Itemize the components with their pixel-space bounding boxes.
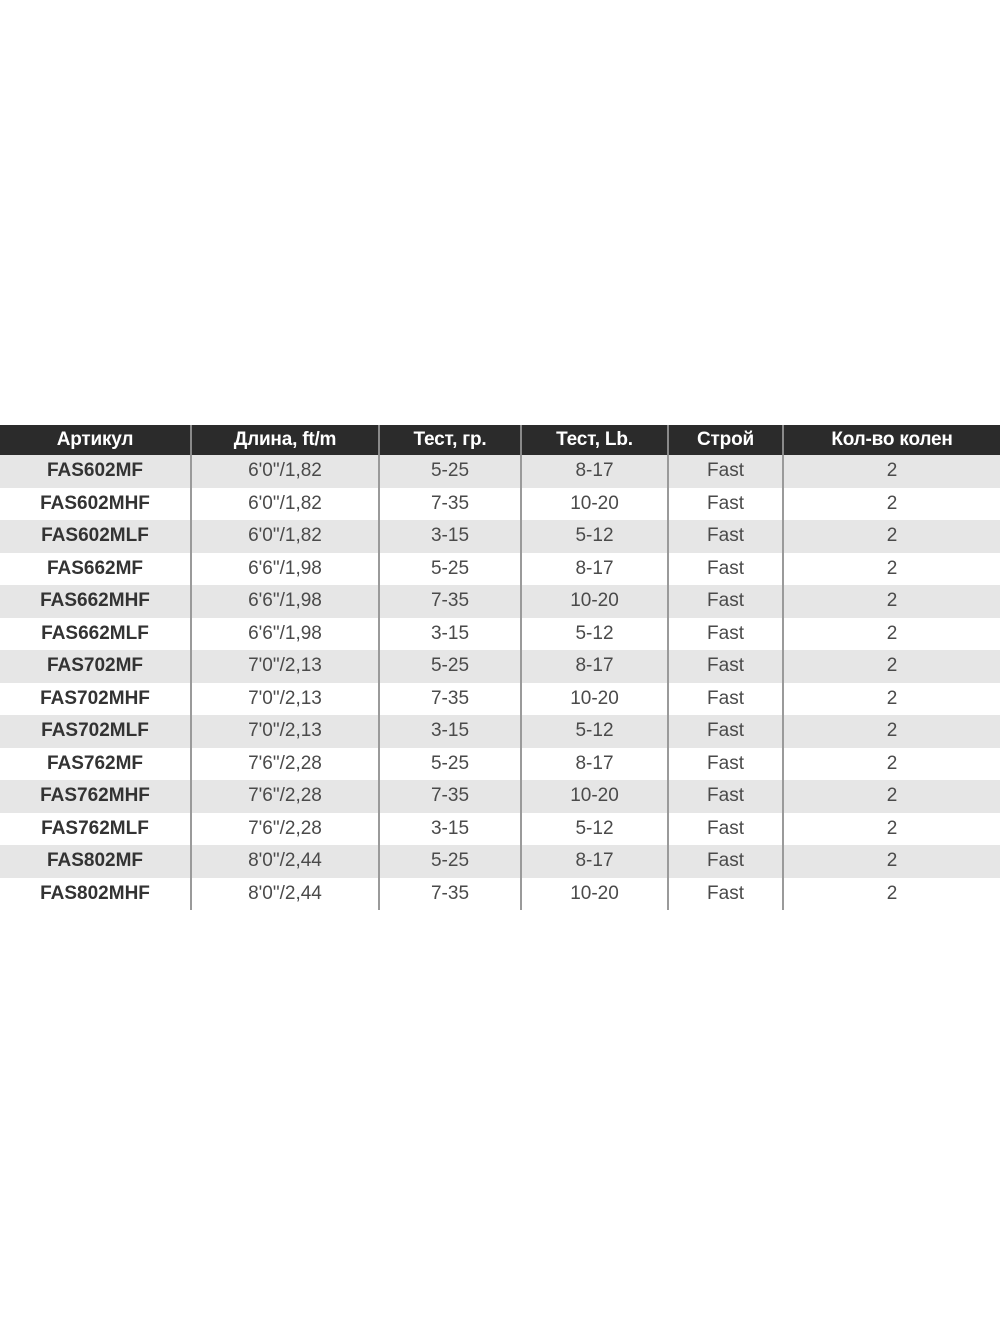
cell-length: 8'0"/2,44: [191, 845, 379, 878]
cell-article: FAS702MHF: [0, 683, 191, 716]
cell-length: 7'0"/2,13: [191, 715, 379, 748]
cell-test-lb: 8-17: [521, 748, 668, 781]
cell-test-grams: 7-35: [379, 683, 521, 716]
cell-sections: 2: [783, 748, 1000, 781]
cell-length: 6'0"/1,82: [191, 455, 379, 488]
cell-sections: 2: [783, 553, 1000, 586]
cell-article: FAS602MHF: [0, 488, 191, 521]
cell-article: FAS762MHF: [0, 780, 191, 813]
table-row: [0, 748, 1000, 781]
cell-sections: 2: [783, 618, 1000, 651]
cell-action: Fast: [668, 878, 783, 911]
cell-action: Fast: [668, 715, 783, 748]
cell-action: Fast: [668, 780, 783, 813]
cell-action: Fast: [668, 520, 783, 553]
cell-sections: 2: [783, 845, 1000, 878]
cell-action: Fast: [668, 585, 783, 618]
cell-article: FAS662MF: [0, 553, 191, 586]
cell-action: Fast: [668, 488, 783, 521]
table-row: [0, 715, 1000, 748]
cell-action: Fast: [668, 618, 783, 651]
cell-test-grams: 5-25: [379, 455, 521, 488]
cell-test-grams: 5-25: [379, 748, 521, 781]
cell-action: Fast: [668, 455, 783, 488]
cell-test-grams: 7-35: [379, 780, 521, 813]
table-header: [0, 425, 1000, 455]
table-row: [0, 618, 1000, 651]
cell-test-lb: 10-20: [521, 780, 668, 813]
cell-action: Fast: [668, 813, 783, 846]
table-row: [0, 520, 1000, 553]
cell-test-grams: 3-15: [379, 813, 521, 846]
cell-article: FAS802MF: [0, 845, 191, 878]
header-test-grams: Тест, гр.: [379, 425, 521, 455]
table-row: [0, 488, 1000, 521]
table-row: [0, 683, 1000, 716]
cell-article: FAS762MLF: [0, 813, 191, 846]
cell-test-grams: 5-25: [379, 553, 521, 586]
cell-test-grams: 7-35: [379, 585, 521, 618]
cell-length: 6'0"/1,82: [191, 488, 379, 521]
cell-action: Fast: [668, 553, 783, 586]
cell-test-lb: 10-20: [521, 585, 668, 618]
cell-sections: 2: [783, 715, 1000, 748]
cell-test-grams: 3-15: [379, 520, 521, 553]
cell-test-lb: 10-20: [521, 683, 668, 716]
cell-article: FAS662MLF: [0, 618, 191, 651]
cell-action: Fast: [668, 845, 783, 878]
cell-sections: 2: [783, 683, 1000, 716]
cell-length: 6'0"/1,82: [191, 520, 379, 553]
cell-test-grams: 7-35: [379, 878, 521, 911]
cell-length: 7'6"/2,28: [191, 780, 379, 813]
cell-article: FAS602MF: [0, 455, 191, 488]
cell-sections: 2: [783, 488, 1000, 521]
cell-action: Fast: [668, 683, 783, 716]
cell-sections: 2: [783, 650, 1000, 683]
cell-test-lb: 5-12: [521, 715, 668, 748]
cell-test-lb: 10-20: [521, 488, 668, 521]
table-row: [0, 553, 1000, 586]
table-body: [0, 455, 1000, 910]
table-row: [0, 585, 1000, 618]
cell-length: 8'0"/2,44: [191, 878, 379, 911]
cell-length: 6'6"/1,98: [191, 618, 379, 651]
cell-test-grams: 5-25: [379, 845, 521, 878]
cell-action: Fast: [668, 650, 783, 683]
header-row: [0, 425, 1000, 455]
table-row: [0, 845, 1000, 878]
cell-sections: 2: [783, 878, 1000, 911]
cell-article: FAS702MLF: [0, 715, 191, 748]
cell-article: FAS602MLF: [0, 520, 191, 553]
cell-sections: 2: [783, 780, 1000, 813]
cell-article: FAS802MHF: [0, 878, 191, 911]
cell-article: FAS762MF: [0, 748, 191, 781]
table-row: [0, 650, 1000, 683]
cell-test-lb: 8-17: [521, 455, 668, 488]
cell-test-lb: 10-20: [521, 878, 668, 911]
cell-sections: 2: [783, 520, 1000, 553]
cell-sections: 2: [783, 585, 1000, 618]
cell-test-lb: 8-17: [521, 650, 668, 683]
cell-test-grams: 3-15: [379, 715, 521, 748]
cell-article: FAS702MF: [0, 650, 191, 683]
header-test-lb: Тест, Lb.: [521, 425, 668, 455]
cell-test-grams: 5-25: [379, 650, 521, 683]
cell-sections: 2: [783, 455, 1000, 488]
cell-article: FAS662MHF: [0, 585, 191, 618]
cell-test-lb: 5-12: [521, 520, 668, 553]
table-row: [0, 455, 1000, 488]
cell-action: Fast: [668, 748, 783, 781]
cell-length: 6'6"/1,98: [191, 553, 379, 586]
cell-length: 7'0"/2,13: [191, 683, 379, 716]
header-length: Длина, ft/m: [191, 425, 379, 455]
cell-test-grams: 7-35: [379, 488, 521, 521]
cell-test-lb: 8-17: [521, 845, 668, 878]
cell-test-lb: 5-12: [521, 813, 668, 846]
cell-test-grams: 3-15: [379, 618, 521, 651]
table-row: [0, 813, 1000, 846]
cell-length: 7'6"/2,28: [191, 748, 379, 781]
cell-test-lb: 8-17: [521, 553, 668, 586]
cell-test-lb: 5-12: [521, 618, 668, 651]
table-row: [0, 878, 1000, 911]
header-action: Строй: [668, 425, 783, 455]
cell-length: 7'0"/2,13: [191, 650, 379, 683]
cell-length: 6'6"/1,98: [191, 585, 379, 618]
spec-table: [0, 425, 1000, 910]
header-sections: Кол-во колен: [783, 425, 1000, 455]
header-article: Артикул: [0, 425, 191, 455]
cell-length: 7'6"/2,28: [191, 813, 379, 846]
cell-sections: 2: [783, 813, 1000, 846]
table-row: [0, 780, 1000, 813]
